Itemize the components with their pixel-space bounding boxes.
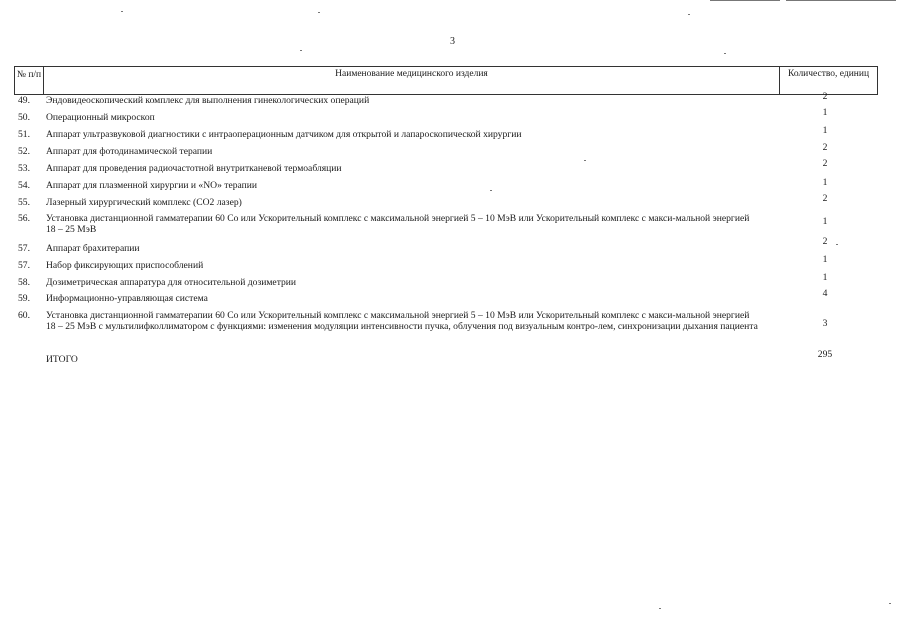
row-number: 53. — [18, 163, 30, 174]
row-name: Лазерный хирургический комплекс (CO2 лазер) — [46, 197, 242, 208]
row-number: 58. — [18, 277, 30, 288]
row-number: 57. — [18, 260, 30, 271]
row-number: 60. — [18, 310, 30, 321]
row-number: 49. — [18, 95, 30, 106]
row-number: 55. — [18, 197, 30, 208]
row-name: Операционный микроскоп — [46, 112, 155, 123]
row-quantity: 2 — [822, 158, 828, 169]
header-name: Наименование медицинского изделия — [44, 67, 780, 94]
row-name: Установка дистанционной гамматерапии 60 Со или Ускорительный комплекс с максимальной энергией 5 – 10 МэВ или Ускорительный комплекс с макси-мальной энергией 18 – 25 МэВ — [46, 213, 750, 235]
row-name: Аппарат ультразвуковой диагностики с интраоперационным датчиком для открытой и лапароскопической хирургии — [46, 129, 522, 140]
row-name: Информационно-управляющая система — [46, 293, 208, 304]
row-number: 51. — [18, 129, 30, 140]
page-number: 3 — [450, 36, 455, 47]
row-name: Аппарат для фотодинамической терапии — [46, 146, 213, 157]
table-header — [14, 66, 878, 95]
row-quantity: 2 — [822, 236, 828, 247]
row-number: 50. — [18, 112, 30, 123]
total-label: ИТОГО — [46, 354, 78, 365]
row-number: 59. — [18, 293, 30, 304]
row-name: Установка дистанционной гамматерапии 60 Со или Ускорительный комплекс с максимальной энергией 5 – 10 МэВ или Ускорительный комплекс с макси-мальной энергией 18 – 25 МэВ с мультилифколлиматором с функциями: изменения модуляции интенсивности пучка, облучения под визуальным контро-лем, синхронизации дыхания пациента — [46, 310, 758, 332]
row-quantity: 2 — [822, 91, 828, 102]
row-number: 57. — [18, 243, 30, 254]
row-number: 54. — [18, 180, 30, 191]
row-quantity: 1 — [822, 254, 828, 265]
row-quantity: 2 — [822, 142, 828, 153]
row-name: Аппарат брахитерапии — [46, 243, 140, 254]
header-quantity: Количество, единиц — [787, 69, 870, 79]
row-name: Дозиметрическая аппаратура для относительной дозиметрии — [46, 277, 297, 288]
row-name: Аппарат для плазменной хирургии и «NO» терапии — [46, 180, 258, 191]
row-quantity: 1 — [822, 125, 828, 136]
row-quantity: 1 — [822, 177, 828, 188]
header-number: № п/п — [15, 67, 44, 94]
row-name: Набор фиксирующих приспособлений — [46, 260, 204, 271]
row-quantity: 1 — [822, 216, 828, 227]
row-quantity: 1 — [822, 107, 828, 118]
row-quantity: 2 — [822, 193, 828, 204]
row-name: Эндовидеоскопический комплекс для выполнения гинекологических операций — [46, 95, 370, 106]
row-number: 56. — [18, 213, 30, 224]
row-quantity: 1 — [822, 272, 828, 283]
row-name: Аппарат для проведения радиочастотной внутритканевой термоабляции — [46, 163, 342, 174]
row-number: 52. — [18, 146, 30, 157]
row-quantity: 3 — [822, 318, 828, 329]
total-value: 295 — [817, 349, 833, 360]
row-quantity: 4 — [822, 288, 828, 299]
